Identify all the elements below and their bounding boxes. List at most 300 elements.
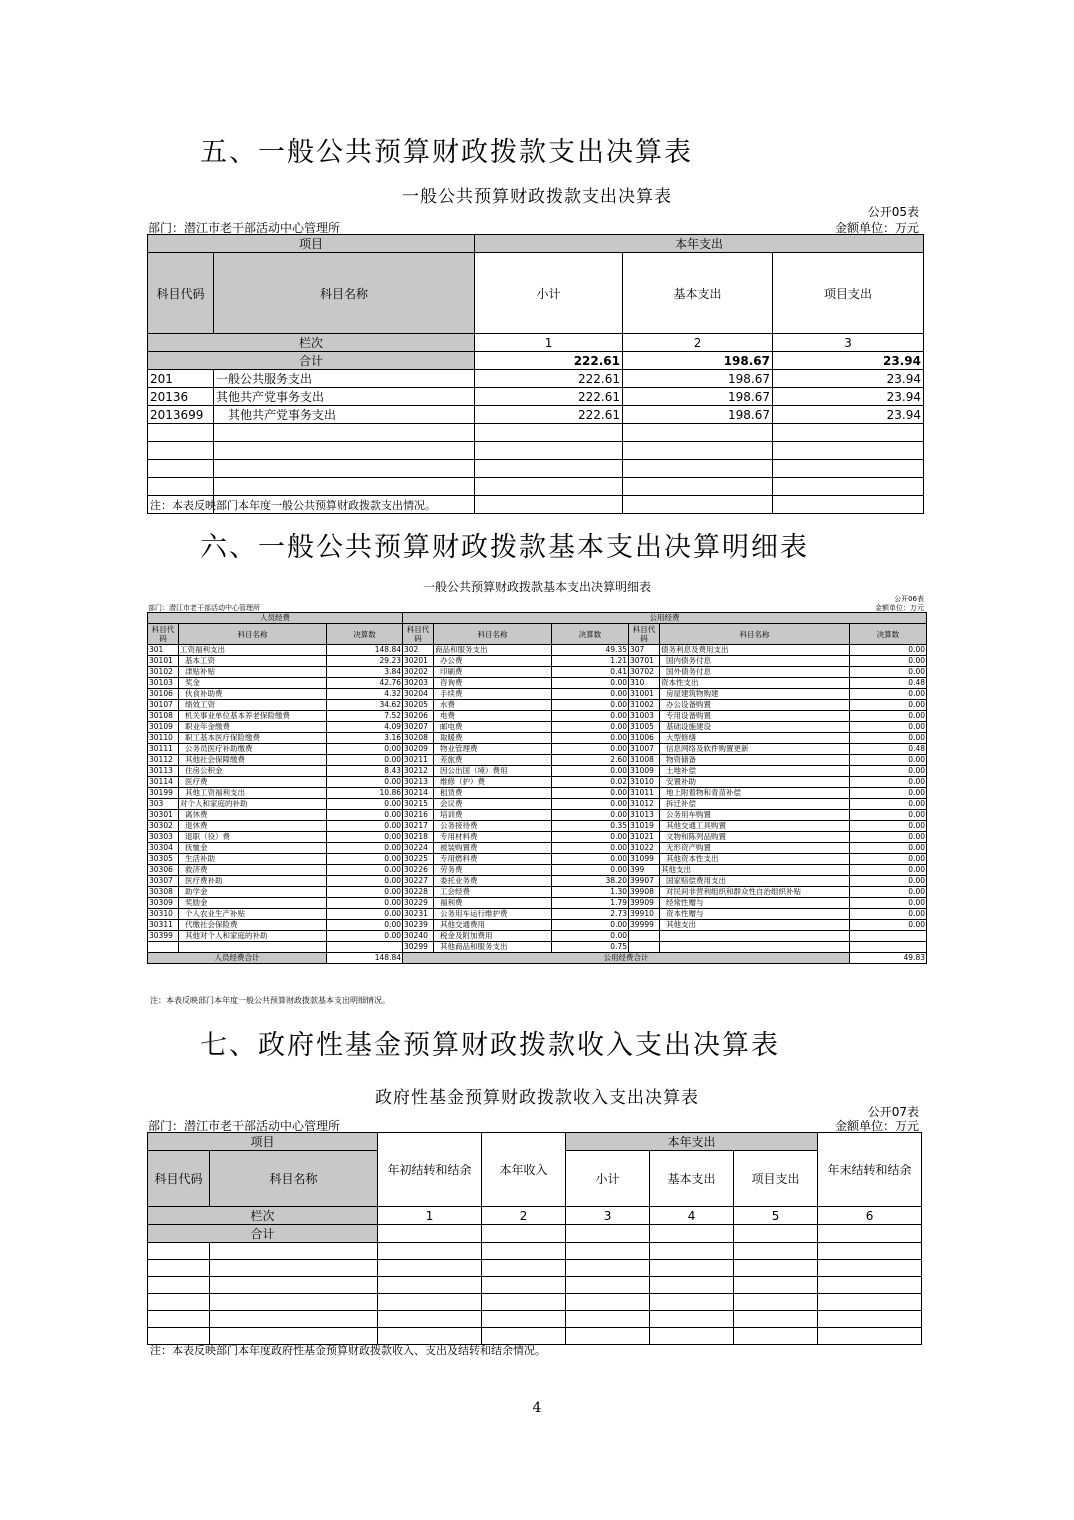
public-code: 30206 — [403, 711, 434, 722]
public-name: 物业管理费 — [434, 744, 552, 755]
personnel-name: 绩效工资 — [179, 700, 327, 711]
other-code: 31003 — [629, 711, 660, 722]
col-num: 4 — [650, 1207, 734, 1225]
other-amount: 0.00 — [850, 645, 927, 656]
public-amount: 0.00 — [552, 689, 629, 700]
public-amount: 0.00 — [552, 711, 629, 722]
other-code: 310 — [629, 678, 660, 689]
header-subtotal: 小计 — [566, 1151, 650, 1207]
empty-row — [148, 442, 924, 460]
other-amount: 0.00 — [850, 865, 927, 876]
table5-dept: 部门：潜江市老干部活动中心管理所 — [148, 221, 341, 235]
personnel-code: 303 — [148, 799, 179, 810]
public-code: 30218 — [403, 832, 434, 843]
public-amount: 2.60 — [552, 755, 629, 766]
public-amount: 0.02 — [552, 777, 629, 788]
public-code: 30203 — [403, 678, 434, 689]
personnel-amount: 0.00 — [327, 744, 403, 755]
table5-unit: 金额单位：万元 — [834, 221, 919, 235]
header-code: 科目代码 — [148, 624, 179, 645]
public-name: 培训费 — [434, 810, 552, 821]
row-project: 23.94 — [773, 406, 924, 424]
personnel-code: 30103 — [148, 678, 179, 689]
public-amount: 0.00 — [552, 766, 629, 777]
public-code: 30202 — [403, 667, 434, 678]
public-name: 咨询费 — [434, 678, 552, 689]
table-row — [148, 370, 924, 388]
other-code: 39907 — [629, 876, 660, 887]
other-name: 其他资本性支出 — [660, 854, 850, 865]
personnel-code: 30114 — [148, 777, 179, 788]
other-amount: 0.00 — [850, 898, 927, 909]
personnel-name: 救济费 — [179, 865, 327, 876]
personnel-code: 30101 — [148, 656, 179, 667]
header-item: 项目 — [148, 1133, 378, 1151]
col-num: 1 — [475, 334, 623, 352]
public-name: 会议费 — [434, 799, 552, 810]
personnel-name: 助学金 — [179, 887, 327, 898]
header-subtotal: 小计 — [475, 253, 623, 334]
other-amount: 0.00 — [850, 887, 927, 898]
other-code: 31022 — [629, 843, 660, 854]
public-amount: 0.00 — [552, 799, 629, 810]
personnel-amount: 34.62 — [327, 700, 403, 711]
public-name: 印刷费 — [434, 667, 552, 678]
personnel-code: 30110 — [148, 733, 179, 744]
personnel-name: 其他工资福利支出 — [179, 788, 327, 799]
public-amount: 0.00 — [552, 788, 629, 799]
personnel-code: 30311 — [148, 920, 179, 931]
personnel-name: 其他社会保障缴费 — [179, 755, 327, 766]
other-name: 物资储备 — [660, 755, 850, 766]
public-name: 专用燃料费 — [434, 854, 552, 865]
personnel-name — [179, 942, 327, 953]
other-name: 办公设备购置 — [660, 700, 850, 711]
col-num: 6 — [818, 1207, 922, 1225]
other-name: 其他支出 — [660, 865, 850, 876]
public-name: 因公出国（境）费用 — [434, 766, 552, 777]
row-name: 其他共产党事务支出 — [214, 406, 475, 424]
other-code: 39909 — [629, 898, 660, 909]
table-row — [148, 898, 927, 909]
public-code: 30211 — [403, 755, 434, 766]
header-code: 科目代码 — [148, 1151, 210, 1207]
other-name: 资本性支出 — [660, 678, 850, 689]
header-name: 科目名称 — [179, 624, 327, 645]
personnel-code: 30113 — [148, 766, 179, 777]
public-name: 劳务费 — [434, 865, 552, 876]
empty-row — [148, 1294, 922, 1311]
public-name: 被装购置费 — [434, 843, 552, 854]
personnel-code: 30109 — [148, 722, 179, 733]
public-code: 30215 — [403, 799, 434, 810]
public-code: 30201 — [403, 656, 434, 667]
other-amount: 0.00 — [850, 821, 927, 832]
empty-row — [148, 424, 924, 442]
personnel-amount: 0.00 — [327, 909, 403, 920]
public-name: 商品和服务支出 — [434, 645, 552, 656]
header-begin-balance: 年初结转和结余 — [378, 1133, 482, 1207]
personnel-name: 工资福利支出 — [179, 645, 327, 656]
table-row — [148, 755, 927, 766]
other-name: 资本性赠与 — [660, 909, 850, 920]
total-label: 合计 — [148, 352, 475, 370]
other-amount — [850, 931, 927, 942]
personnel-amount: 0.00 — [327, 854, 403, 865]
other-code: 39999 — [629, 920, 660, 931]
table7-dept: 部门：潜江市老干部活动中心管理所 — [148, 1119, 341, 1133]
personnel-code: 30112 — [148, 755, 179, 766]
table7-code: 公开07表 — [867, 1105, 919, 1119]
row-name: 其他共产党事务支出 — [214, 388, 475, 406]
public-amount: 49.35 — [552, 645, 629, 656]
personnel-name: 伙食补助费 — [179, 689, 327, 700]
table7-title: 政府性基金预算财政拨款收入支出决算表 — [375, 1088, 699, 1108]
other-code: 30702 — [629, 667, 660, 678]
personnel-amount: 0.00 — [327, 755, 403, 766]
public-amount: 0.00 — [552, 843, 629, 854]
empty-row — [148, 478, 924, 496]
section5-heading: 五、一般公共预算财政拨款支出决算表 — [200, 137, 693, 168]
other-code: 31007 — [629, 744, 660, 755]
header-amount: 决算数 — [552, 624, 629, 645]
other-name: 经常性赠与 — [660, 898, 850, 909]
public-name: 公务用车运行维护费 — [434, 909, 552, 920]
table5-code: 公开05表 — [867, 205, 919, 219]
table6 — [147, 612, 927, 964]
other-name: 房屋建筑物购建 — [660, 689, 850, 700]
personnel-name: 奖金 — [179, 678, 327, 689]
table6-note: 注：本表反映部门本年度一般公共预算财政拨款基本支出明细情况。 — [150, 996, 390, 1005]
public-amount: 1.21 — [552, 656, 629, 667]
public-code: 30207 — [403, 722, 434, 733]
personnel-name: 职工基本医疗保险缴费 — [179, 733, 327, 744]
other-code — [629, 931, 660, 942]
public-code: 30217 — [403, 821, 434, 832]
personnel-code: 30309 — [148, 898, 179, 909]
row-project: 23.94 — [773, 388, 924, 406]
public-name: 电费 — [434, 711, 552, 722]
header-project: 项目支出 — [734, 1151, 818, 1207]
personnel-amount: 0.00 — [327, 799, 403, 810]
other-amount: 0.00 — [850, 799, 927, 810]
other-name: 债务利息及费用支出 — [660, 645, 850, 656]
public-name: 邮电费 — [434, 722, 552, 733]
personnel-code: 30310 — [148, 909, 179, 920]
public-amount: 0.00 — [552, 733, 629, 744]
table-row — [148, 777, 927, 788]
table6-title: 一般公共预算财政拨款基本支出决算明细表 — [422, 580, 651, 594]
personnel-code: 30199 — [148, 788, 179, 799]
public-amount: 0.00 — [552, 678, 629, 689]
public-code: 30209 — [403, 744, 434, 755]
personnel-name: 医疗费补助 — [179, 876, 327, 887]
header-basic: 基本支出 — [650, 1151, 734, 1207]
other-name: 拆迁补偿 — [660, 799, 850, 810]
row-code: 2013699 — [148, 406, 214, 424]
row-project: 23.94 — [773, 370, 924, 388]
page-number: 4 — [532, 1400, 542, 1416]
table-row — [148, 711, 927, 722]
public-amount: 0.35 — [552, 821, 629, 832]
public-code: 30299 — [403, 942, 434, 953]
public-name: 差旅费 — [434, 755, 552, 766]
col-num: 1 — [378, 1207, 482, 1225]
table-row — [148, 722, 927, 733]
table-row — [148, 766, 927, 777]
total-project: 23.94 — [773, 352, 924, 370]
public-name: 公务接待费 — [434, 821, 552, 832]
table6-code: 公开06表 — [894, 595, 924, 603]
other-amount: 0.00 — [850, 920, 927, 931]
personnel-name: 住房公积金 — [179, 766, 327, 777]
other-name: 国家赔偿费用支出 — [660, 876, 850, 887]
public-name: 租赁费 — [434, 788, 552, 799]
table-row — [148, 656, 927, 667]
public-code: 30229 — [403, 898, 434, 909]
public-name: 税金及附加费用 — [434, 931, 552, 942]
table7-unit: 金额单位：万元 — [834, 1119, 919, 1133]
table-row — [148, 700, 927, 711]
personnel-amount: 0.00 — [327, 821, 403, 832]
personnel-name: 退职（役）费 — [179, 832, 327, 843]
other-name: 信息网络及软件购置更新 — [660, 744, 850, 755]
personnel-amount: 42.76 — [327, 678, 403, 689]
personnel-amount: 3.84 — [327, 667, 403, 678]
other-name: 大型修缮 — [660, 733, 850, 744]
col-num: 3 — [566, 1207, 650, 1225]
other-amount: 0.00 — [850, 689, 927, 700]
other-name — [660, 931, 850, 942]
other-amount: 0.00 — [850, 843, 927, 854]
personnel-name: 代缴社会保险费 — [179, 920, 327, 931]
header-name: 科目名称 — [660, 624, 850, 645]
header-code: 科目代码 — [148, 253, 214, 334]
other-amount: 0.00 — [850, 656, 927, 667]
header-year-expense: 本年支出 — [566, 1133, 818, 1151]
other-code — [629, 942, 660, 953]
table-row — [148, 810, 927, 821]
header-end-balance: 年末结转和结余 — [818, 1133, 922, 1207]
other-code: 31010 — [629, 777, 660, 788]
personnel-code: 30107 — [148, 700, 179, 711]
table5 — [147, 234, 924, 514]
other-code: 31009 — [629, 766, 660, 777]
personnel-name: 机关事业单位基本养老保险缴费 — [179, 711, 327, 722]
other-amount: 0.00 — [850, 854, 927, 865]
section6-heading: 六、一般公共预算财政拨款基本支出决算明细表 — [200, 532, 809, 563]
table-row — [148, 942, 927, 953]
other-amount: 0.00 — [850, 711, 927, 722]
public-name: 福利费 — [434, 898, 552, 909]
table5-note: 注：本表反映部门本年度一般公共预算财政拨款支出情况。 — [150, 499, 436, 512]
other-name: 公务用车购置 — [660, 810, 850, 821]
public-amount: 38.20 — [552, 876, 629, 887]
other-amount: 0.48 — [850, 744, 927, 755]
lanci-label: 栏次 — [148, 1207, 378, 1225]
personnel-name: 抚恤金 — [179, 843, 327, 854]
other-code: 31008 — [629, 755, 660, 766]
table-row — [148, 865, 927, 876]
other-amount: 0.00 — [850, 788, 927, 799]
other-amount: 0.00 — [850, 832, 927, 843]
personnel-code: 30306 — [148, 865, 179, 876]
table-row — [148, 843, 927, 854]
col-num: 2 — [623, 334, 773, 352]
table6-dept: 部门：潜江市老干部活动中心管理所 — [148, 604, 260, 612]
personnel-amount: 0.00 — [327, 931, 403, 942]
public-name: 其他交通费用 — [434, 920, 552, 931]
other-amount — [850, 942, 927, 953]
table7 — [147, 1132, 922, 1345]
personnel-amount — [327, 942, 403, 953]
header-amount: 决算数 — [327, 624, 403, 645]
other-code: 307 — [629, 645, 660, 656]
public-code: 30231 — [403, 909, 434, 920]
other-code: 399 — [629, 865, 660, 876]
other-code: 31002 — [629, 700, 660, 711]
public-code: 30216 — [403, 810, 434, 821]
other-amount: 0.00 — [850, 700, 927, 711]
personnel-amount: 0.00 — [327, 887, 403, 898]
row-subtotal: 222.61 — [475, 370, 623, 388]
public-name: 委托业务费 — [434, 876, 552, 887]
other-name: 对民间非营利组织和群众性自治组织补贴 — [660, 887, 850, 898]
personnel-amount: 0.00 — [327, 876, 403, 887]
row-basic: 198.67 — [623, 370, 773, 388]
table-row — [148, 388, 924, 406]
personnel-code: 30308 — [148, 887, 179, 898]
personnel-name: 个人农业生产补贴 — [179, 909, 327, 920]
other-code: 39910 — [629, 909, 660, 920]
public-code: 30205 — [403, 700, 434, 711]
personnel-amount: 29.23 — [327, 656, 403, 667]
personnel-code: 30111 — [148, 744, 179, 755]
empty-row — [148, 1311, 922, 1328]
other-name: 地上附着物和青苗补偿 — [660, 788, 850, 799]
other-name: 无形资产购置 — [660, 843, 850, 854]
table-row — [148, 744, 927, 755]
table-row — [148, 854, 927, 865]
public-amount: 0.00 — [552, 865, 629, 876]
personnel-name: 其他对个人和家庭的补助 — [179, 931, 327, 942]
header-code: 科目代码 — [403, 624, 434, 645]
header-project: 项目支出 — [773, 253, 924, 334]
header-code: 科目代码 — [629, 624, 660, 645]
personnel-name: 医疗费 — [179, 777, 327, 788]
public-name: 其他商品和服务支出 — [434, 942, 552, 953]
public-code: 302 — [403, 645, 434, 656]
table-row — [148, 799, 927, 810]
personnel-total-label: 人员经费合计 — [148, 953, 327, 964]
other-code: 31011 — [629, 788, 660, 799]
other-code: 31006 — [629, 733, 660, 744]
header-personnel: 人员经费 — [148, 613, 403, 624]
other-amount: 0.00 — [850, 733, 927, 744]
other-code: 31012 — [629, 799, 660, 810]
table-row — [148, 678, 927, 689]
personnel-amount: 0.00 — [327, 865, 403, 876]
public-total: 49.83 — [850, 953, 927, 964]
header-name: 科目名称 — [214, 253, 475, 334]
total-subtotal: 222.61 — [475, 352, 623, 370]
personnel-code: 30307 — [148, 876, 179, 887]
public-code: 30208 — [403, 733, 434, 744]
other-name: 专用设备购置 — [660, 711, 850, 722]
personnel-amount: 7.52 — [327, 711, 403, 722]
empty-row — [148, 1260, 922, 1277]
empty-row — [148, 1243, 922, 1260]
personnel-name: 津贴补贴 — [179, 667, 327, 678]
public-code: 30226 — [403, 865, 434, 876]
public-name: 取暖费 — [434, 733, 552, 744]
other-amount: 0.00 — [850, 810, 927, 821]
row-code: 201 — [148, 370, 214, 388]
personnel-amount: 3.16 — [327, 733, 403, 744]
other-amount: 0.00 — [850, 766, 927, 777]
personnel-name: 离休费 — [179, 810, 327, 821]
other-code: 31001 — [629, 689, 660, 700]
personnel-code: 301 — [148, 645, 179, 656]
table-row — [148, 733, 927, 744]
table7-note: 注：本表反映部门本年度政府性基金预算财政拨款收入、支出及结转和结余情况。 — [150, 1344, 546, 1357]
personnel-amount: 0.00 — [327, 777, 403, 788]
other-amount: 0.00 — [850, 667, 927, 678]
public-amount: 2.73 — [552, 909, 629, 920]
header-public: 公用经费 — [403, 613, 927, 624]
public-total-label: 公用经费合计 — [403, 953, 850, 964]
other-amount: 0.00 — [850, 777, 927, 788]
other-amount: 0.00 — [850, 909, 927, 920]
other-amount: 0.00 — [850, 876, 927, 887]
public-code: 30225 — [403, 854, 434, 865]
header-name: 科目名称 — [210, 1151, 378, 1207]
public-name: 工会经费 — [434, 887, 552, 898]
public-code: 30239 — [403, 920, 434, 931]
col-num: 3 — [773, 334, 924, 352]
other-name: 安置补助 — [660, 777, 850, 788]
public-name: 水费 — [434, 700, 552, 711]
public-amount: 1.30 — [552, 887, 629, 898]
personnel-amount: 10.86 — [327, 788, 403, 799]
col-num: 5 — [734, 1207, 818, 1225]
public-amount: 0.75 — [552, 942, 629, 953]
table-row — [148, 821, 927, 832]
public-amount: 0.00 — [552, 722, 629, 733]
empty-row — [148, 460, 924, 478]
personnel-code: 30304 — [148, 843, 179, 854]
table-row — [148, 876, 927, 887]
public-code: 30224 — [403, 843, 434, 854]
personnel-name: 对个人和家庭的补助 — [179, 799, 327, 810]
personnel-name: 职业年金缴费 — [179, 722, 327, 733]
other-amount: 0.48 — [850, 678, 927, 689]
public-amount: 0.00 — [552, 854, 629, 865]
public-code: 30204 — [403, 689, 434, 700]
table-row — [148, 645, 927, 656]
total-label: 合计 — [148, 1225, 378, 1243]
personnel-amount: 0.00 — [327, 810, 403, 821]
personnel-code: 30399 — [148, 931, 179, 942]
header-year-expense: 本年支出 — [475, 235, 924, 253]
personnel-amount: 0.00 — [327, 898, 403, 909]
personnel-amount: 0.00 — [327, 843, 403, 854]
other-name: 国内债务付息 — [660, 656, 850, 667]
personnel-name: 奖励金 — [179, 898, 327, 909]
public-amount: 0.41 — [552, 667, 629, 678]
public-code: 30214 — [403, 788, 434, 799]
other-name: 国外债务付息 — [660, 667, 850, 678]
